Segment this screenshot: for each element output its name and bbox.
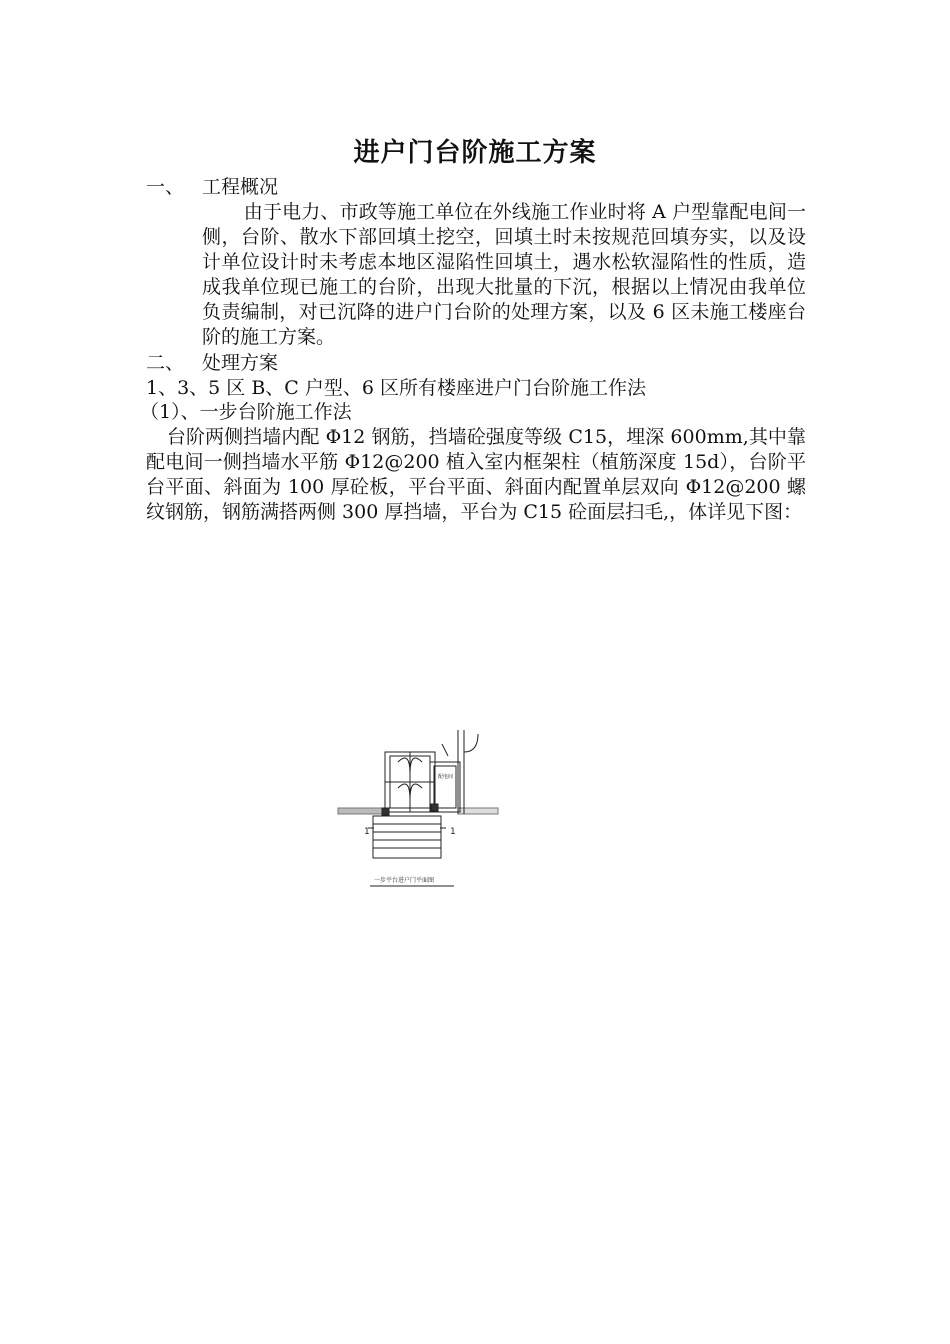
section1-heading: 工程概况: [202, 176, 279, 198]
section2-number: 二、: [146, 352, 185, 374]
section-mark-right: 1: [450, 827, 456, 837]
section1-number: 一、: [146, 176, 185, 198]
method-text: 台阶两侧挡墙内配 Φ12 钢筋，挡墙砼强度等级 C15，埋深 600mm,其中靠配电间一侧挡墙水平筋 Φ12@200 植入室内框架柱（植筋深度 15d），台阶平台平面、斜面为 100 厚砼板，平台平面、斜面内配置单层双向 Φ12@200 螺纹钢筋，钢筋满搭两侧 300 厚挡墙，平台为 C15 砼面层扫毛,，体详见下图：: [146, 426, 806, 523]
section-mark-left: 1: [364, 827, 370, 837]
page-title: 进户门台阶施工方案: [353, 138, 597, 168]
overview-paragraph: [202, 200, 806, 350]
drawing-caption: 一步平台进户门平面图: [374, 877, 435, 884]
item1-heading: （1）、一步台阶施工作法: [140, 401, 352, 423]
plan-drawing-svg: [330, 722, 510, 892]
subheading: 1、3、5 区 B、C 户型、6 区所有楼座进户门台阶施工作法: [146, 377, 647, 399]
overview-text: 由于电力、市政等施工单位在外线施工作业时将 A 户型靠配电间一侧，台阶、散水下部回填土挖空，回填土时未按规范回填夯实，以及设计单位设计时未考虑本地区湿陷性回填土，遇水松软湿陷性的性质，造成我单位现已施工的台阶，出现大批量的下沉，根据以上情况由我单位负责编制，对已沉降的进户门台阶的处理方案，以及 6 区未施工楼座台阶的施工方案。: [202, 201, 806, 348]
room-label: 配电间: [438, 774, 454, 780]
plan-drawing: [330, 722, 510, 892]
method-paragraph: [146, 425, 806, 525]
section2-heading: 处理方案: [202, 352, 279, 374]
